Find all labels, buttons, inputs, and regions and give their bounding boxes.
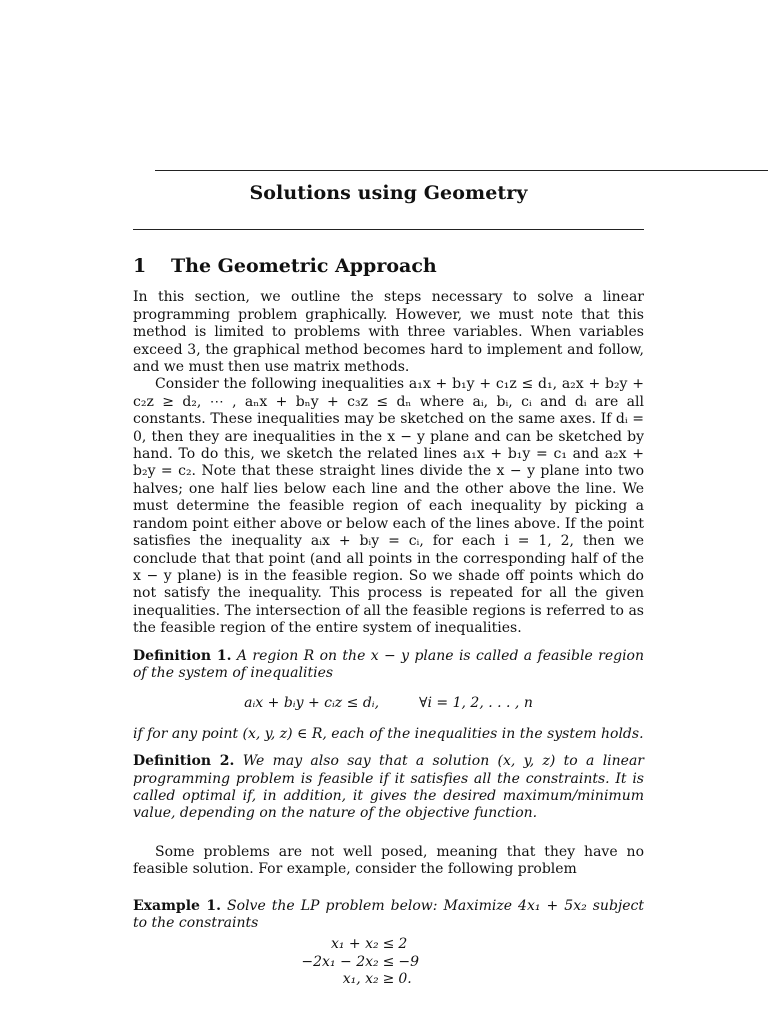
constraint-lhs: x₁ + x₂	[330, 936, 379, 953]
constraint-rhs: 0.	[398, 971, 412, 988]
constraint-operator: ≥	[382, 971, 395, 988]
definition-1-equation-rhs: ∀i = 1, 2, . . . , n	[419, 695, 533, 712]
constraint-rhs: −9	[398, 953, 419, 970]
definition-1-tail: if for any point (x, y, z) ∈ R, each of the inequalities in the system holds.	[133, 725, 644, 742]
section-number: 1	[133, 255, 147, 277]
constraint-lhs: −2x₁ − 2x₂	[301, 953, 379, 970]
title-block	[133, 182, 644, 204]
definition-2	[133, 753, 644, 823]
definition-1-text: A region R on the x − y plane is called a feasible region of the system of inequalities	[133, 647, 645, 681]
ill-posed-paragraph: Some problems are not well posed, meaning that they have no feasible solution. For example, consider the following problem	[133, 843, 644, 878]
title-top-rule	[155, 170, 768, 171]
example-1-text: Solve the LP problem below: Maximize 4x₁ + 5x₂ subject to the constraints	[133, 897, 644, 931]
document-title: Solutions using Geometry	[249, 182, 528, 204]
definition-1-label: Definition 1.	[133, 647, 232, 664]
section-heading	[133, 255, 644, 277]
example-1	[133, 898, 644, 933]
constraint-rhs: 2	[398, 936, 408, 953]
definition-1	[133, 648, 644, 683]
inequalities-paragraph: Consider the following inequalities a₁x + b₁y + c₁z ≤ d₁, a₂x + b₂y + c₂z ≥ d₂, ⋯ , aₙx + bₙy + c₃z ≤ dₙ where aᵢ, bᵢ, cᵢ and dᵢ are all constants. These inequalities may be sketched on the same axes. If dᵢ = 0, then they are inequalities in the x − y plane and can be sketched by hand. To do this, we sketch the related lines a₁x + b₁y = c₁ and a₂x + b₂y = c₂. Note that these straight lines divide the x − y plane into two halves; one half lies below each line and the other above the line. We must determine the feasible region of each inequality by picking a random point either above or below each of the lines above. If the point satisfies the inequality aᵢx + bᵢy = cᵢ, for each i = 1, 2, then we conclude that that point (and all points in the corresponding half of the x − y plane) is in the feasible region. So we shade off points which do not satisfy the inequality. This process is repeated for all the given inequalities. The intersection of all the feasible regions is referred to as the feasible region of the entire system of inequalities.	[133, 376, 644, 637]
definition-2-label: Definition 2.	[133, 753, 235, 770]
constraint-lhs: x₁, x₂	[342, 971, 379, 988]
definition-1-equation	[133, 695, 644, 712]
body-column	[133, 255, 645, 989]
section-title: The Geometric Approach	[171, 255, 437, 277]
constraint-operator: ≤	[382, 936, 395, 953]
intro-paragraph: In this section, we outline the steps necessary to solve a linear programming problem graphically. However, we must note that this method is limited to problems with three variables. When variables exceed 3, the graphical method becomes hard to implement and follow, and we must then use matrix methods.	[133, 289, 644, 376]
example-1-constraints	[133, 936, 644, 988]
definition-2-text: We may also say that a solution (x, y, z) to a linear programming problem is feasible if it satisfies all the constraints. It is called optimal if, in addition, it gives the desired maximum/minimum value, depending on the nature of the objective function.	[133, 753, 644, 822]
definition-1-equation-lhs: aᵢx + bᵢy + cᵢz ≤ dᵢ,	[244, 695, 380, 712]
example-1-label: Example 1.	[133, 897, 221, 914]
title-bottom-rule	[133, 229, 644, 230]
constraint-operator: ≤	[382, 953, 395, 970]
